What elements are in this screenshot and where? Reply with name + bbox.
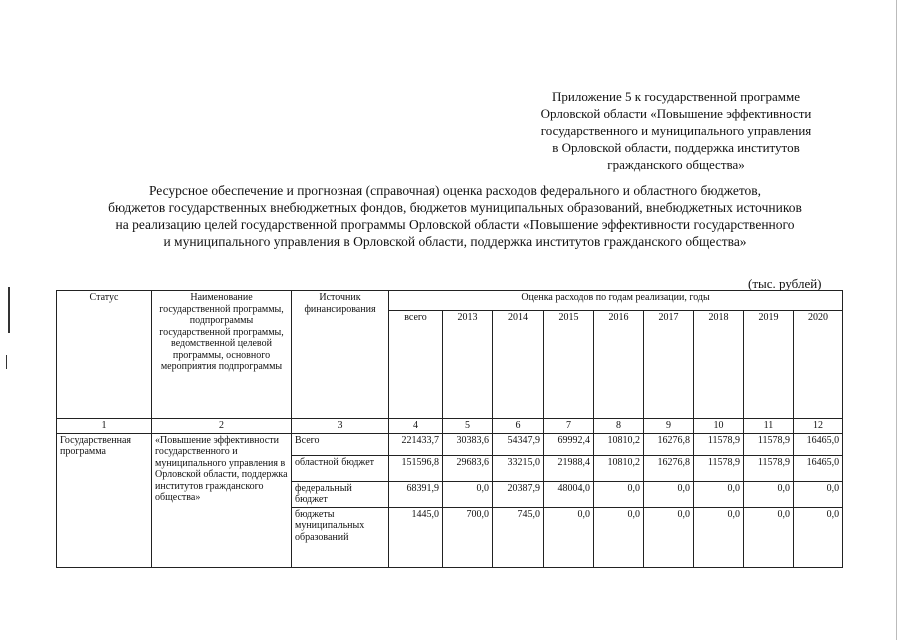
value-cell: 0,0	[744, 481, 794, 507]
source-cell: федеральный бюджет	[292, 481, 389, 507]
value-cell: 69992,4	[544, 433, 594, 455]
title-line: на реализацию целей государственной программы Орловской области «Повышение эффективности государственного	[115, 217, 795, 232]
program-name-cell: «Повышение эффективности государственного и муниципального управления в Орловской области, поддержка институтов гражданского общества»	[152, 433, 292, 568]
value-cell: 1445,0	[389, 507, 443, 568]
value-cell: 745,0	[493, 507, 544, 568]
value-cell: 10810,2	[594, 433, 644, 455]
value-cell: 29683,6	[443, 455, 493, 481]
appendix-line: государственного и муниципального управления	[540, 123, 812, 138]
source-cell: Всего	[292, 433, 389, 455]
value-cell: 10810,2	[594, 455, 644, 481]
value-cell: 0,0	[694, 507, 744, 568]
col-number: 12	[794, 419, 843, 434]
title-line: Ресурсное обеспечение и прогнозная (справочная) оценка расходов федерального и областного бюджетов,	[148, 183, 762, 198]
value-cell: 33215,0	[493, 455, 544, 481]
header-year: 2016	[594, 311, 644, 419]
header-year: 2015	[544, 311, 594, 419]
document-title	[40, 182, 870, 250]
header-year: всего	[389, 311, 443, 419]
col-number: 4	[389, 419, 443, 434]
header-source: Источник финансирования	[292, 291, 389, 419]
value-cell: 0,0	[594, 481, 644, 507]
header-year: 2017	[644, 311, 694, 419]
header-year: 2020	[794, 311, 843, 419]
value-cell: 700,0	[443, 507, 493, 568]
table-row	[57, 433, 843, 455]
value-cell: 21988,4	[544, 455, 594, 481]
appendix-note	[496, 88, 856, 173]
value-cell: 221433,7	[389, 433, 443, 455]
value-cell: 54347,9	[493, 433, 544, 455]
col-number: 3	[292, 419, 389, 434]
col-number: 7	[544, 419, 594, 434]
value-cell: 0,0	[644, 507, 694, 568]
col-number: 1	[57, 419, 152, 434]
header-name: Наименование государственной программы, подпрограммы государственной программы, ведомственной целевой программы, основного мероприятия подпрограммы	[152, 291, 292, 419]
value-cell: 16276,8	[644, 455, 694, 481]
appendix-line: Орловской области «Повышение эффективности	[540, 106, 812, 121]
value-cell: 48004,0	[544, 481, 594, 507]
source-cell: бюджеты муниципальных образований	[292, 507, 389, 568]
value-cell: 16465,0	[794, 455, 843, 481]
value-cell: 20387,9	[493, 481, 544, 507]
header-year: 2019	[744, 311, 794, 419]
header-year: 2014	[493, 311, 544, 419]
value-cell: 30383,6	[443, 433, 493, 455]
header-estimate: Оценка расходов по годам реализации, годы	[389, 291, 843, 311]
appendix-line: Приложение 5 к государственной программе	[551, 89, 801, 104]
header-status: Статус	[57, 291, 152, 419]
value-cell: 0,0	[794, 481, 843, 507]
value-cell: 151596,8	[389, 455, 443, 481]
value-cell: 0,0	[443, 481, 493, 507]
title-line: бюджетов государственных внебюджетных фондов, бюджетов муниципальных образований, внебюджетных источников	[108, 200, 802, 215]
value-cell: 11578,9	[744, 455, 794, 481]
value-cell: 0,0	[744, 507, 794, 568]
value-cell: 16276,8	[644, 433, 694, 455]
appendix-line: в Орловской области, поддержка институтов	[552, 140, 800, 155]
value-cell: 0,0	[794, 507, 843, 568]
units-label: (тыс. рублей)	[748, 276, 822, 291]
value-cell: 68391,9	[389, 481, 443, 507]
header-year: 2018	[694, 311, 744, 419]
col-number: 11	[744, 419, 794, 434]
value-cell: 11578,9	[744, 433, 794, 455]
value-cell: 0,0	[544, 507, 594, 568]
scan-margin-mark	[8, 287, 10, 333]
title-line: и муниципального управления в Орловской области, поддержка институтов гражданского общества»	[163, 234, 747, 249]
page-edge-line	[896, 0, 897, 640]
col-number: 5	[443, 419, 493, 434]
col-number: 2	[152, 419, 292, 434]
scan-margin-mark	[6, 355, 7, 369]
col-number: 10	[694, 419, 744, 434]
value-cell: 16465,0	[794, 433, 843, 455]
col-number: 8	[594, 419, 644, 434]
value-cell: 11578,9	[694, 455, 744, 481]
appendix-line: гражданского общества»	[607, 157, 745, 172]
value-cell: 0,0	[694, 481, 744, 507]
source-cell: областной бюджет	[292, 455, 389, 481]
header-year: 2013	[443, 311, 493, 419]
resource-table	[56, 290, 843, 568]
value-cell: 11578,9	[694, 433, 744, 455]
col-number: 6	[493, 419, 544, 434]
value-cell: 0,0	[594, 507, 644, 568]
value-cell: 0,0	[644, 481, 694, 507]
col-number: 9	[644, 419, 694, 434]
status-cell: Государственная программа	[57, 433, 152, 568]
